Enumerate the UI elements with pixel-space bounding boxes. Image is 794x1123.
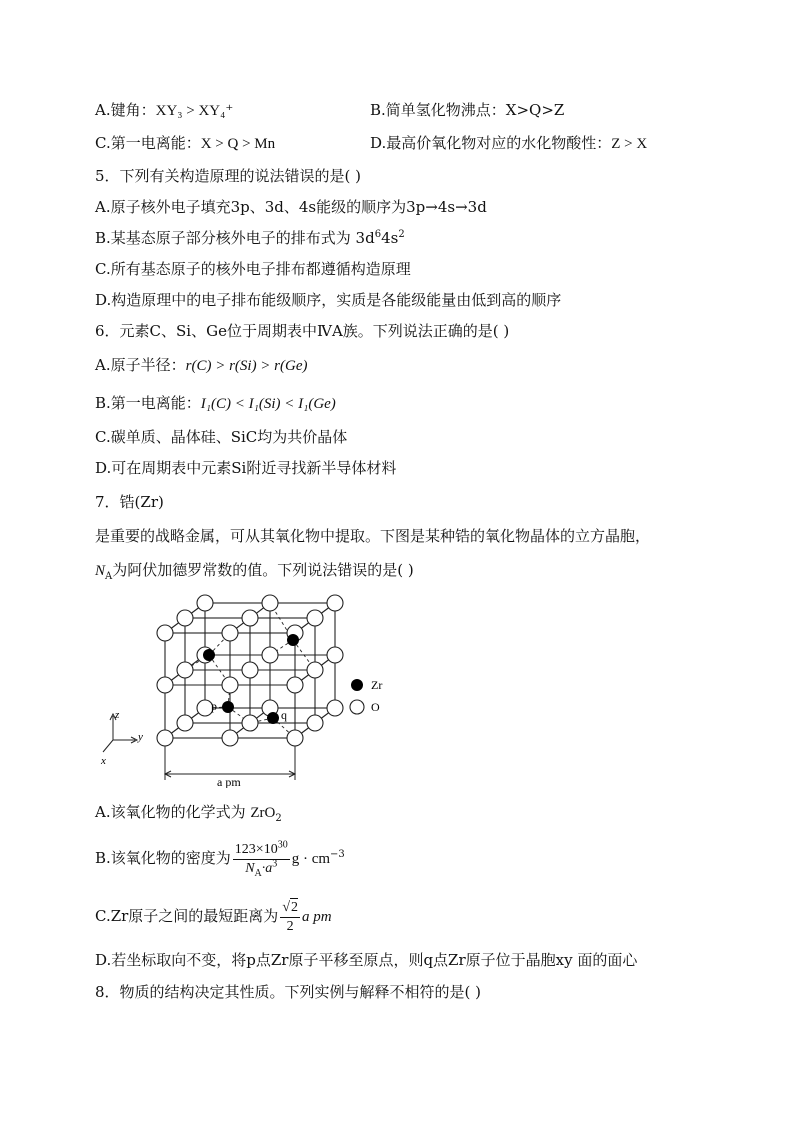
q6-option-a-math: r(C) > r(Si) > r(Ge): [185, 358, 308, 374]
q7-stem-line3: [95, 560, 414, 581]
q4-option-c-math: X > Q > Mn: [200, 136, 276, 152]
q7-b-unit-sup: −3: [330, 849, 345, 860]
q5-option-b-sup2: 2: [398, 229, 405, 240]
q7-option-a-formula: ZrO: [250, 805, 276, 821]
q8-stem: 8．物质的结构决定其性质。下列实例与解释不相符的是( ): [95, 983, 482, 1001]
q7-b-numerator: 123×10: [234, 841, 278, 857]
q5-stem: 5．下列有关构造原理的说法错误的是( ): [95, 167, 362, 185]
q7-stem-line3-text: 为阿伏加德罗常数的值。下列说法错误的是( ): [112, 561, 414, 579]
q7-option-b-fraction: [233, 838, 290, 879]
q7-b-den-rest: ·a: [261, 860, 273, 876]
q6-option-c: C.碳单质、晶体硅、SiC均为共价晶体: [95, 428, 348, 446]
q5-option-b-mid: 4s: [381, 229, 399, 247]
q7-b-den-sup: 3: [272, 857, 278, 869]
crystal-cell-figure: [95, 588, 415, 788]
q5-option-b-sup1: 6: [374, 229, 382, 240]
axes: [103, 714, 137, 752]
q4-option-a-label: A.键角：: [95, 101, 156, 119]
q5-option-a: A.原子核外电子填充3p、3d、4s能级的顺序为3p→4s→3d: [95, 198, 487, 216]
q7-b-den-n: N: [245, 860, 255, 876]
q4-option-c: [95, 133, 275, 154]
q7-b-den-sub: A: [254, 867, 262, 879]
q7-na-symbol: N: [95, 563, 106, 579]
q7-stem-line1: 7．锆(Zr): [95, 493, 164, 511]
q6-option-b-label: B.第一电离能：: [95, 394, 201, 412]
q6-option-d: D.可在周期表中元素Si附近寻找新半导体材料: [95, 459, 397, 477]
q4-option-a-math: XY₃ > XY₄⁺: [155, 103, 234, 119]
q6-option-a: [95, 355, 308, 376]
axis-y-label: y: [138, 731, 143, 743]
q4-option-d-math: Z > X: [611, 136, 648, 152]
q7-c-denominator: 2: [286, 919, 294, 934]
q7-option-a: [95, 802, 282, 823]
label-p: p: [211, 699, 217, 713]
q7-c-suffix: a pm: [302, 909, 332, 925]
label-q: q: [281, 708, 287, 722]
q7-option-a-formula-sub: 2: [275, 813, 282, 824]
q6-option-b: [95, 393, 336, 414]
axis-z-label: z: [115, 709, 120, 721]
legend-o-label: O: [371, 700, 380, 714]
axis-x-label: x: [101, 755, 106, 767]
q7-stem-line2: 是重要的战略金属，可从其氧化物中提取。下图是某种锆的氧化物晶体的立方晶胞，: [95, 527, 651, 545]
q7-option-c: [95, 894, 332, 939]
q4-option-c-label: C.第一电离能：: [95, 134, 201, 152]
q7-b-unit: g · cm: [291, 851, 331, 867]
q5-option-d: D.构造原理中的电子排布能级顺序，实质是各能级能量由低到高的顺序: [95, 291, 562, 309]
q7-c-sqrt-value: 2: [291, 900, 298, 915]
q5-option-c: C.所有基态原子的核外电子排布都遵循构造原理: [95, 260, 411, 278]
q5-option-b: [95, 228, 405, 248]
q4-option-b: B.简单氢化物沸点：X>Q>Z: [370, 101, 565, 119]
q4-option-a: [95, 100, 233, 121]
q7-option-d: D.若坐标取向不变，将p点Zr原子平移至原点，则q点Zr原子位于晶胞xy 面的面心: [95, 951, 638, 969]
legend-zr-marker: [351, 679, 363, 691]
dimension-label: a pm: [217, 775, 241, 788]
q5-option-b-text: B.某基态原子部分核外电子的排布式为 3d: [95, 229, 375, 247]
legend-zr-label: Zr: [371, 678, 383, 692]
q6-stem: 6．元素C、Si、Ge位于周期表中ⅣA族。下列说法正确的是( ): [95, 322, 510, 340]
oxygen-atoms: [157, 595, 343, 746]
q4-option-d: [370, 133, 647, 154]
q6-option-b-math: I₁(C) < I₁(Si) < I₁(Ge): [200, 396, 336, 412]
q7-option-c-text: C.Zr原子之间的最短距离为: [95, 907, 279, 925]
legend-o-marker: [350, 700, 364, 714]
q7-b-numerator-sup: 30: [277, 838, 288, 850]
q7-option-b: [95, 838, 345, 879]
q7-na-sub: A: [105, 571, 113, 582]
q6-option-a-label: A.原子半径：: [95, 356, 186, 374]
q4-option-d-label: D.最高价氧化物对应的水化物酸性：: [370, 134, 612, 152]
q7-option-c-fraction: $\frac{√2}{2}$: [282, 900, 298, 934]
q7-option-b-text: B.该氧化物的密度为: [95, 849, 231, 867]
q7-option-a-text: A.该氧化物的化学式为: [95, 803, 251, 821]
